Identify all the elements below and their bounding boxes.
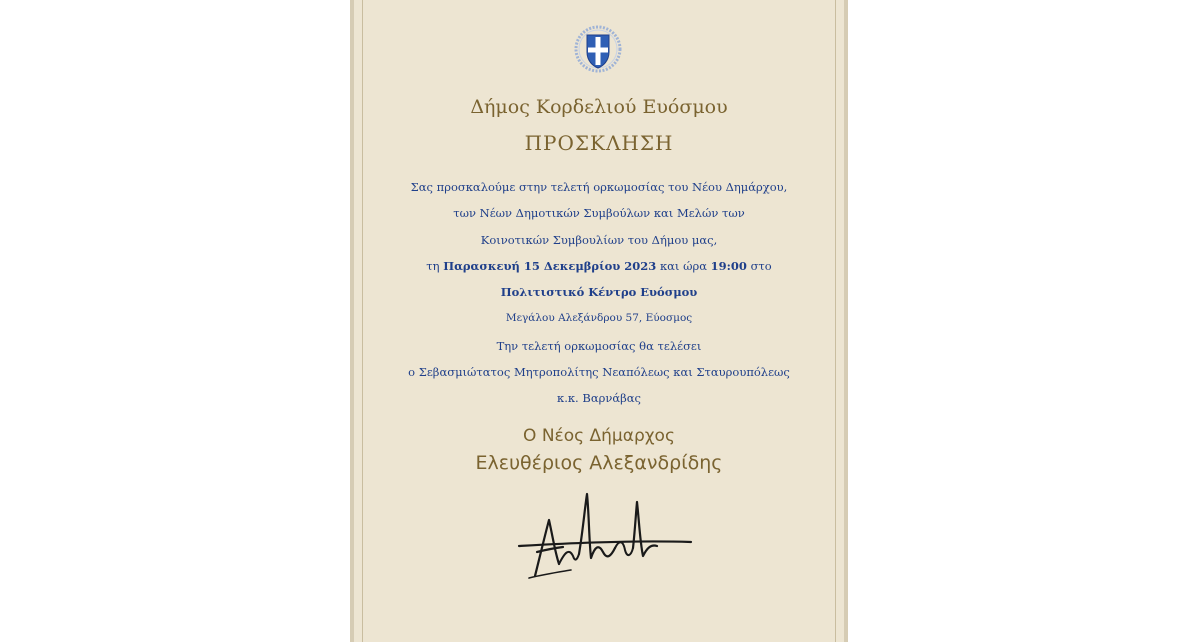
signatory-title: Ο Νέος Δήμαρχος — [523, 426, 675, 446]
body-line-7: Την τελετή ορκωμοσίας θα τελέσει — [496, 339, 702, 353]
event-date: Παρασκευή 15 Δεκεμβρίου 2023 — [443, 259, 657, 273]
body-line-1: Σας προσκαλούμε στην τελετή ορκωμοσίας του Νέου Δημάρχου, — [410, 180, 788, 194]
date-time-line — [350, 259, 848, 273]
invitation-title: ΠΡΟΣΚΛΗΣΗ — [524, 131, 674, 155]
signature-image — [515, 490, 695, 582]
coat-of-arms-icon — [572, 24, 624, 74]
body-line-3: Κοινοτικών Συμβουλίων του Δήμου μας, — [480, 233, 718, 247]
venue-address: Μεγάλου Αλεξάνδρου 57, Εύοσμος — [505, 312, 693, 324]
event-time: 19:00 — [710, 259, 747, 273]
signatory-name: Ελευθέριος Αλεξανδρίδης — [475, 452, 723, 474]
date-prefix: τη — [426, 259, 444, 273]
time-suffix: στο — [746, 259, 772, 273]
venue-name: Πολιτιστικό Κέντρο Ευόσμου — [500, 285, 698, 299]
body-line-8: ο Σεβασμιώτατος Μητροπολίτης Νεαπόλεως και Σταυρουπόλεως — [408, 365, 790, 379]
body-line-9: κ.κ. Βαρνάβας — [557, 391, 641, 405]
body-line-2: των Νέων Δημοτικών Συμβούλων και Μελών των — [453, 206, 745, 220]
venue-line — [350, 285, 848, 299]
time-prefix: και ώρα — [656, 259, 711, 273]
organization-name: Δήμος Κορδελιού Ευόσμου — [470, 96, 728, 118]
